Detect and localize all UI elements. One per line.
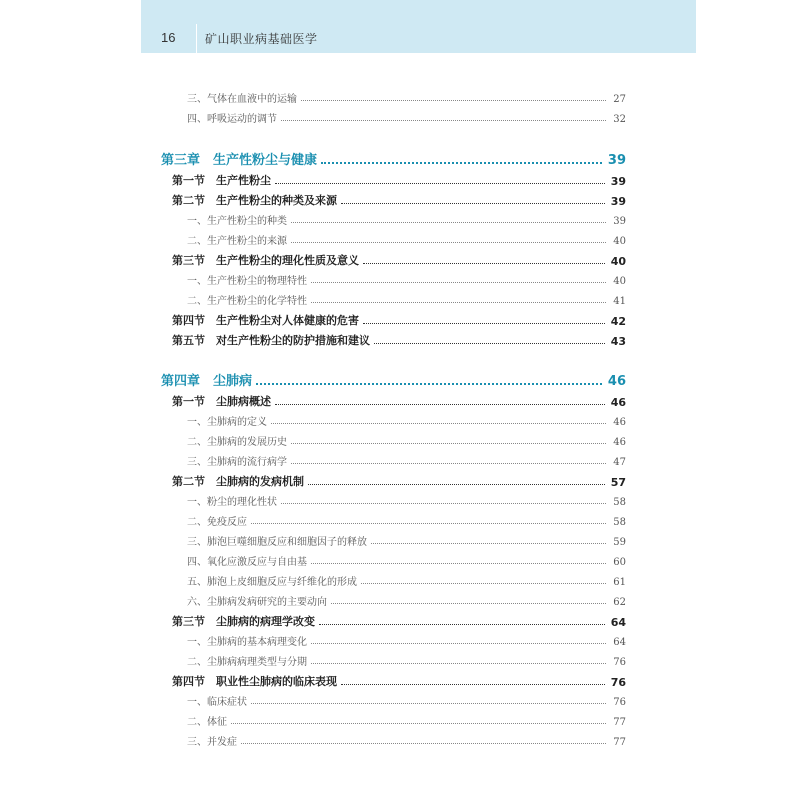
toc-entry-title: 第二节 尘肺病的发病机制 <box>172 475 304 488</box>
dot-leader <box>371 543 606 544</box>
toc-page-number: 43 <box>610 335 626 348</box>
dot-leader <box>241 743 606 744</box>
toc-sub-entry[interactable] <box>187 110 626 125</box>
dot-leader <box>311 663 606 664</box>
toc-page-number: 76 <box>610 676 626 689</box>
toc-sub-entry[interactable] <box>187 733 626 748</box>
dot-leader <box>321 162 602 164</box>
toc-entry-title: 第三章 生产性粉尘与健康 <box>161 153 318 168</box>
toc-entry-title: 二、体征 <box>187 717 227 728</box>
toc-entry-title: 第一节 生产性粉尘 <box>172 174 271 187</box>
toc-chapter-entry[interactable] <box>161 149 626 168</box>
toc-entry-title: 二、尘肺病的发展历史 <box>187 437 287 448</box>
toc-entry-title: 三、尘肺病的流行病学 <box>187 457 287 468</box>
toc-page-number: 58 <box>613 517 626 528</box>
toc-entry-title: 五、肺泡上皮细胞反应与纤维化的形成 <box>187 577 357 588</box>
toc-page-number: 46 <box>613 417 626 428</box>
toc-page-number: 76 <box>613 657 626 668</box>
dot-leader <box>363 263 605 264</box>
toc-page-number: 77 <box>613 717 626 728</box>
toc-sub-entry[interactable] <box>187 90 626 105</box>
toc-section-entry[interactable] <box>172 312 626 328</box>
dot-leader <box>291 242 606 243</box>
toc-page-number: 64 <box>613 637 626 648</box>
toc-entry-title: 一、粉尘的理化性状 <box>187 497 277 508</box>
toc-page-number: 47 <box>613 457 626 468</box>
toc-entry-title: 第一节 尘肺病概述 <box>172 395 271 408</box>
toc-entry-title: 第三节 尘肺病的病理学改变 <box>172 615 315 628</box>
toc-sub-entry[interactable] <box>187 533 626 548</box>
toc-page-number: 32 <box>613 114 626 125</box>
dot-leader <box>311 643 606 644</box>
dot-leader <box>291 222 606 223</box>
toc-sub-entry[interactable] <box>187 633 626 648</box>
toc-page-number: 61 <box>613 577 626 588</box>
toc-page-number: 41 <box>613 296 626 307</box>
toc-sub-entry[interactable] <box>187 232 626 247</box>
toc-page-number: 42 <box>610 315 626 328</box>
toc-entry-title: 第二节 生产性粉尘的种类及来源 <box>172 194 337 207</box>
toc-page-number: 39 <box>610 195 626 208</box>
dot-leader <box>341 684 605 685</box>
dot-leader <box>301 100 606 101</box>
dot-leader <box>275 404 605 405</box>
toc-entry-title: 第四节 职业性尘肺病的临床表现 <box>172 675 337 688</box>
toc-page-number: 39 <box>610 175 626 188</box>
dot-leader <box>308 484 605 485</box>
dot-leader <box>363 323 605 324</box>
toc-sub-entry[interactable] <box>187 212 626 227</box>
dot-leader <box>231 723 606 724</box>
toc-entry-title: 四、呼吸运动的调节 <box>187 114 277 125</box>
toc-page-number: 40 <box>610 255 626 268</box>
dot-leader <box>251 523 606 524</box>
dot-leader <box>341 203 605 204</box>
toc-page-number: 77 <box>613 737 626 748</box>
toc-section-entry[interactable] <box>172 673 626 689</box>
toc-page-number: 40 <box>613 236 626 247</box>
toc-page-number: 57 <box>610 476 626 489</box>
toc-page-number: 46 <box>613 437 626 448</box>
toc-entry-title: 三、并发症 <box>187 737 237 748</box>
toc-sub-entry[interactable] <box>187 292 626 307</box>
dot-leader <box>291 443 606 444</box>
toc-entry-title: 一、尘肺病的基本病理变化 <box>187 637 307 648</box>
toc-sub-entry[interactable] <box>187 693 626 708</box>
toc-section-entry[interactable] <box>172 613 626 629</box>
toc-sub-entry[interactable] <box>187 413 626 428</box>
dot-leader <box>271 423 606 424</box>
toc-entry-title: 一、临床症状 <box>187 697 247 708</box>
toc-page-number: 76 <box>613 697 626 708</box>
toc-page-number: 58 <box>613 497 626 508</box>
toc-section-entry[interactable] <box>172 393 626 409</box>
toc-sub-entry[interactable] <box>187 553 626 568</box>
toc-sub-entry[interactable] <box>187 433 626 448</box>
toc-entry-title: 三、肺泡巨噬细胞反应和细胞因子的释放 <box>187 537 367 548</box>
toc-section-entry[interactable] <box>172 192 626 208</box>
toc-entry-title: 四、氧化应激反应与自由基 <box>187 557 307 568</box>
toc-entry-title: 第三节 生产性粉尘的理化性质及意义 <box>172 254 359 267</box>
dot-leader <box>311 282 606 283</box>
toc-sub-entry[interactable] <box>187 653 626 668</box>
dot-leader <box>361 583 606 584</box>
book-title: 矿山职业病基础医学 <box>205 32 318 46</box>
toc-page-number: 39 <box>607 153 626 168</box>
toc-section-entry[interactable] <box>172 332 626 348</box>
dot-leader <box>256 383 602 385</box>
toc-sub-entry[interactable] <box>187 593 626 608</box>
toc-sub-entry[interactable] <box>187 713 626 728</box>
toc-entry-title: 一、生产性粉尘的种类 <box>187 216 287 227</box>
toc-entry-title: 二、尘肺病病理类型与分期 <box>187 657 307 668</box>
toc-entry-title: 一、尘肺病的定义 <box>187 417 267 428</box>
toc-sub-entry[interactable] <box>187 453 626 468</box>
page-number: 16 <box>161 30 176 45</box>
toc-section-entry[interactable] <box>172 252 626 268</box>
toc-page-number: 59 <box>613 537 626 548</box>
toc-section-entry[interactable] <box>172 473 626 489</box>
dot-leader <box>281 120 606 121</box>
toc-sub-entry[interactable] <box>187 513 626 528</box>
toc-entry-title: 二、生产性粉尘的化学特性 <box>187 296 307 307</box>
dot-leader <box>281 503 606 504</box>
toc-entry-title: 二、生产性粉尘的来源 <box>187 236 287 247</box>
dot-leader <box>319 624 605 625</box>
toc-page-number: 46 <box>607 374 626 389</box>
toc-page-number: 46 <box>610 396 626 409</box>
dot-leader <box>331 603 606 604</box>
toc-sub-entry[interactable] <box>187 573 626 588</box>
toc-chapter-entry[interactable] <box>161 370 626 389</box>
toc-entry-title: 第五节 对生产性粉尘的防护措施和建议 <box>172 334 370 347</box>
toc-entry-title: 二、免疫反应 <box>187 517 247 528</box>
dot-leader <box>275 183 605 184</box>
toc-entry-title: 三、气体在血液中的运输 <box>187 94 297 105</box>
toc-entry-title: 第四节 生产性粉尘对人体健康的危害 <box>172 314 359 327</box>
toc-page-number: 60 <box>613 557 626 568</box>
dot-leader <box>251 703 606 704</box>
dot-leader <box>311 302 606 303</box>
toc-page-number: 27 <box>613 94 626 105</box>
dot-leader <box>374 343 605 344</box>
toc-sub-entry[interactable] <box>187 493 626 508</box>
toc-section-entry[interactable] <box>172 172 626 188</box>
toc-page-number: 62 <box>613 597 626 608</box>
toc-page-number: 64 <box>610 616 626 629</box>
toc-entry-title: 一、生产性粉尘的物理特性 <box>187 276 307 287</box>
dot-leader <box>311 563 606 564</box>
toc-sub-entry[interactable] <box>187 272 626 287</box>
dot-leader <box>291 463 606 464</box>
toc-entry-title: 第四章 尘肺病 <box>161 374 253 389</box>
toc-entry-title: 六、尘肺病发病研究的主要动向 <box>187 597 327 608</box>
toc-page-number: 40 <box>613 276 626 287</box>
toc-page-number: 39 <box>613 216 626 227</box>
